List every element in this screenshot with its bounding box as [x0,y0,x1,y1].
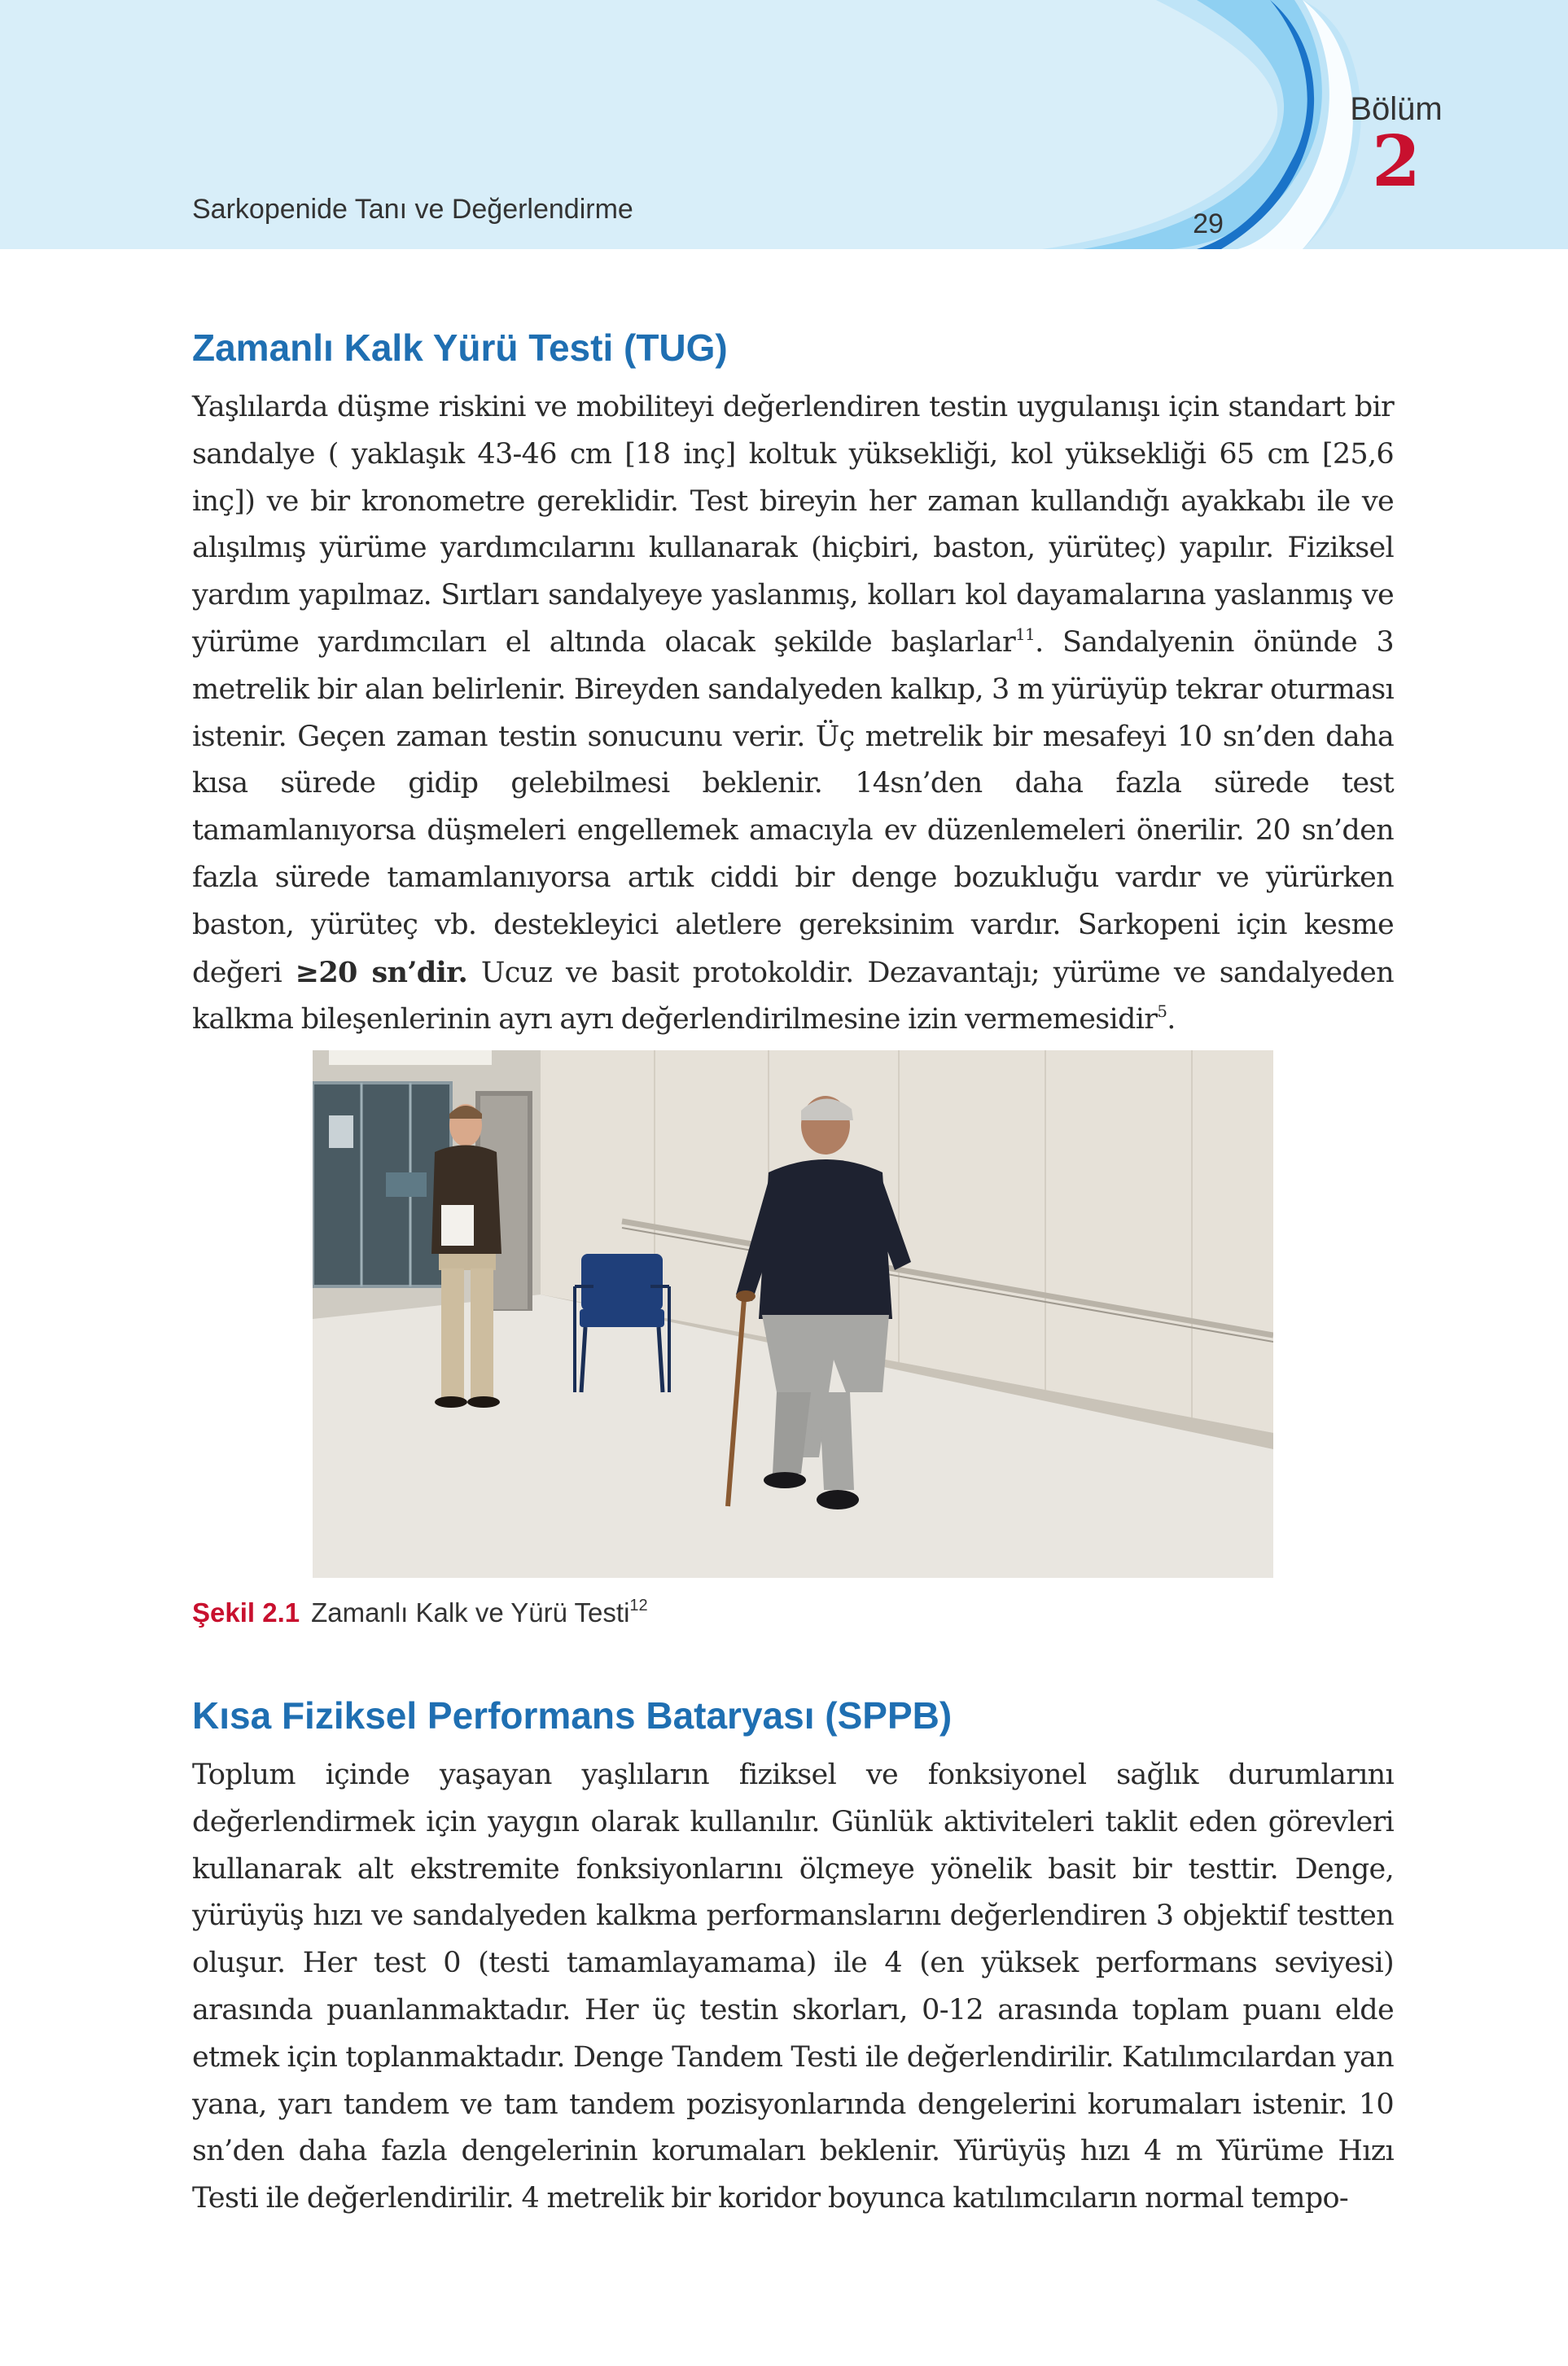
hallway-illustration [313,1050,1273,1578]
figure-caption-text: Zamanlı Kalk ve Yürü Testi [311,1597,630,1628]
tug-text-a: Yaşlılarda düşme riskini ve mobiliteyi değerlendiren testin uygulanışı için standart bir sandalye ( yaklaşık 43-46 cm [18 inç] koltuk yüksekliği, kol yüksekliği 65 cm [25,6 inç]) ve bir kronometre gereklidir. Test bireyin her zaman kullandığı ayakkabı ile ve alışılmış yürüme yardımcılarını kullanarak (hiçbiri, baston, yürüteç) yapılır. Fiziksel yardım yapılmaz. Sırtları sandalyeye yaslanmış, kolları kol dayamalarına yaslanmış ve yürüme yardımcıları el altında olacak şekilde başlarlar [192,391,1394,659]
figure-photo [313,1050,1273,1578]
tug-text-c: Ucuz ve basit protokoldir. Dezavantajı; yürüme ve sandalyeden kalkma bileşenlerinin ayrı ayrı değerlendirilmesine izin vermemesidir [192,956,1394,1036]
chapter-number: 2 [1372,120,1421,203]
tug-text-b: . Sandalyenin önünde 3 metrelik bir alan belirlenir. Bireyden sandalyeden kalkıp, 3 m yürüyüp tekrar oturması istenir. Geçen zaman testin sonucunu verir. Üç metrelik bir mesafeyi 10 sn’den daha kısa sürede gidip gelebilmesi beklenir. 14sn’den daha fazla sürede test tamamlanıyorsa düşmeleri engellemek amacıyla ev düzenlemeleri önerilir. 20 sn’den fazla sürede tamamlanıyorsa artık ciddi bir denge bozukluğu vardır ve yürürken baston, yürüteç vb. destekleyici aletlere gereksinim vardır. Sarkopeni için kesme değeri [192,625,1394,989]
chapter-label: Bölüm [1350,91,1443,127]
running-title: Sarkopenide Tanı ve Değerlendirme [192,194,633,225]
figure-caption [192,1597,648,1628]
page-number: 29 [1193,208,1224,239]
section-heading-sppb: Kısa Fiziksel Performans Bataryası (SPPB) [192,1694,953,1737]
tug-text-end: . [1167,1003,1176,1036]
reference-12: 12 [629,1597,648,1615]
page-header [0,0,1568,249]
section-body-tug [192,384,1394,1044]
section-body-sppb: Toplum içinde yaşayan yaşlıların fiziksel ve fonksiyonel sağlık durumlarını değerlendirmek için yaygın olarak kullanılır. Günlük aktiviteleri taklit eden görevleri kullanarak alt ekstremite fonksiyonlarını ölçmeye yönelik basit bir testtir. Denge, yürüyüş hızı ve sandalyeden kalkma performanslarını değerlendiren 3 objektif testten oluşur. Her test 0 (testi tamamlayamama) ile 4 (en yüksek performans seviyesi) arasında puanlanmaktadır. Her üç testin skorları, 0-12 arasında toplam puanı elde etmek için toplanmaktadır. Denge Tandem Testi ile değerlendirilir. Katılımcılardan yan yana, yarı tandem ve tam tandem pozisyonlarında dengelerini korumaları istenir. 10 sn’den daha fazla dengelerinin korumaları beklenir. Yürüyüş hızı 4 m Yürüme Hızı Testi ile değerlendirilir. 4 metrelik bir koridor boyunca katılımcıların normal tempo- [192,1759,1394,2215]
figure-label: Şekil 2.1 [192,1597,300,1628]
section-heading-tug: Zamanlı Kalk Yürü Testi (TUG) [192,326,728,369]
reference-11: 11 [1015,624,1036,644]
reference-5: 5 [1157,1001,1167,1022]
cutoff-value: ≥20 sn’dir. [295,955,468,989]
